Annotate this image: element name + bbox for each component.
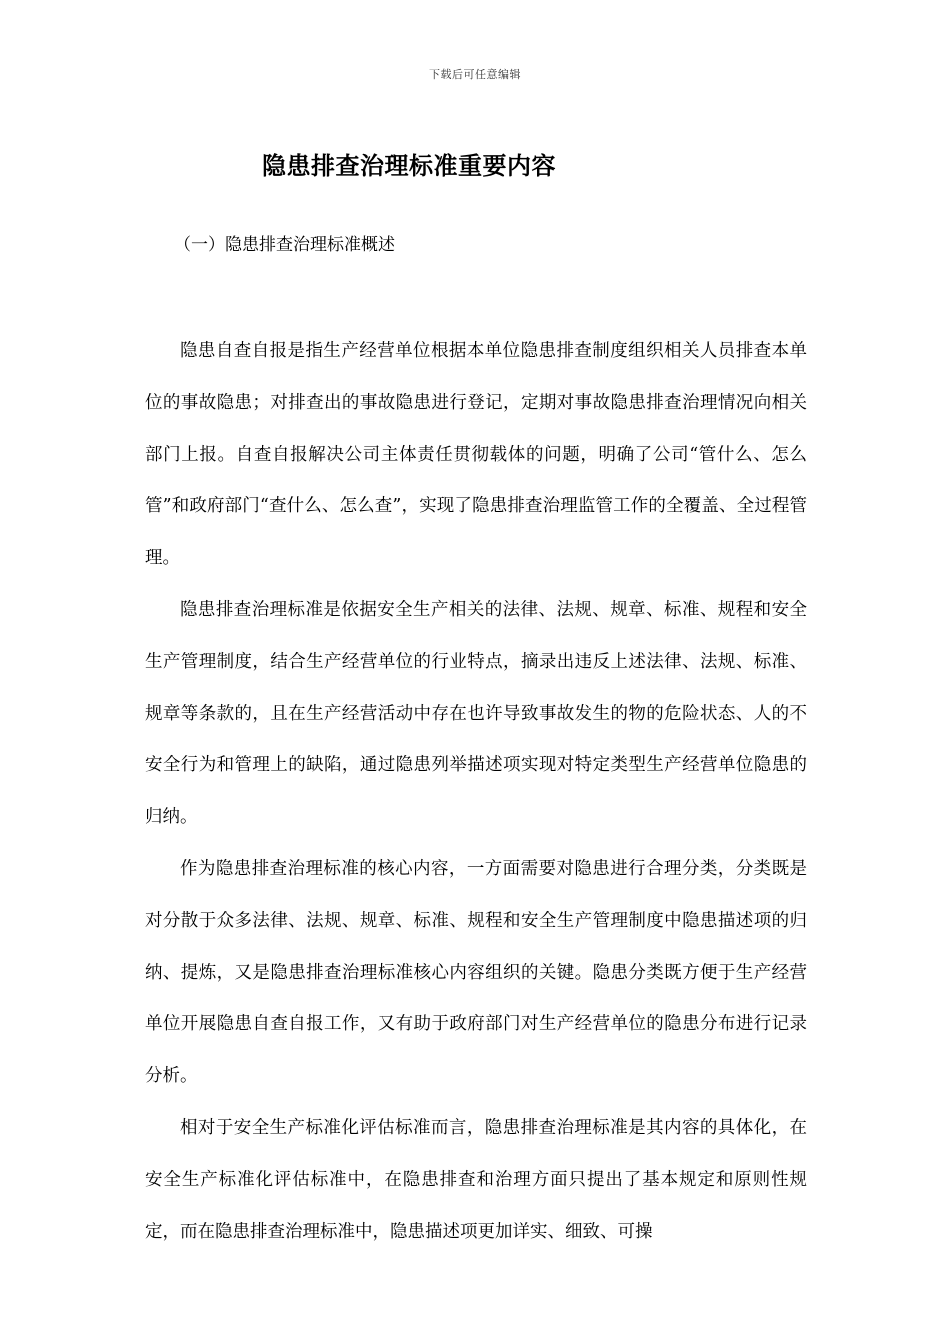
- page-header-note: 下载后可任意编辑: [429, 68, 521, 81]
- body-paragraph-4: 相对于安全生产标准化评估标准而言，隐患排查治理标准是其内容的具体化，在安全生产标准化评估标准中，在隐患排查和治理方面只提出了基本规定和原则性规定，而在隐患排查治理标准中，隐患描述项更加详实、细致、可操: [145, 1117, 807, 1242]
- body-paragraph-1: 隐患自查自报是指生产经营单位根据本单位隐患排查制度组织相关人员排查本单位的事故隐患；对排查出的事故隐患进行登记，定期对事故隐患排查治理情况向相关部门上报。自查自报解决公司主体责任贯彻载体的问题，明确了公司“管什么、怎么管”和政府部门“查什么、怎么查”，实现了隐患排查治理监管工作的全覆盖、全过程管理。: [145, 341, 807, 569]
- body-paragraph-3: 作为隐患排查治理标准的核心内容，一方面需要对隐患进行合理分类，分类既是对分散于众多法律、法规、规章、标准、规程和安全生产管理制度中隐患描述项的归纳、提炼，又是隐患排查治理标准核心内容组织的关键。隐患分类既方便于生产经营单位开展隐患自查自报工作，又有助于政府部门对生产经营单位的隐患分布进行记录分析。: [145, 858, 807, 1087]
- section-heading: （一）隐患排查治理标准概述: [174, 235, 395, 255]
- body-paragraph-2: 隐患排查治理标准是依据安全生产相关的法律、法规、规章、标准、规程和安全生产管理制度，结合生产经营单位的行业特点，摘录出违反上述法律、法规、标准、规章等条款的，且在生产经营活动中存在也许导致事故发生的物的危险状态、人的不安全行为和管理上的缺陷，通过隐患列举描述项实现对特定类型生产经营单位隐患的归纳。: [145, 599, 807, 828]
- document-body: [145, 326, 807, 1258]
- document-title: 隐患排查治理标准重要内容: [262, 151, 556, 180]
